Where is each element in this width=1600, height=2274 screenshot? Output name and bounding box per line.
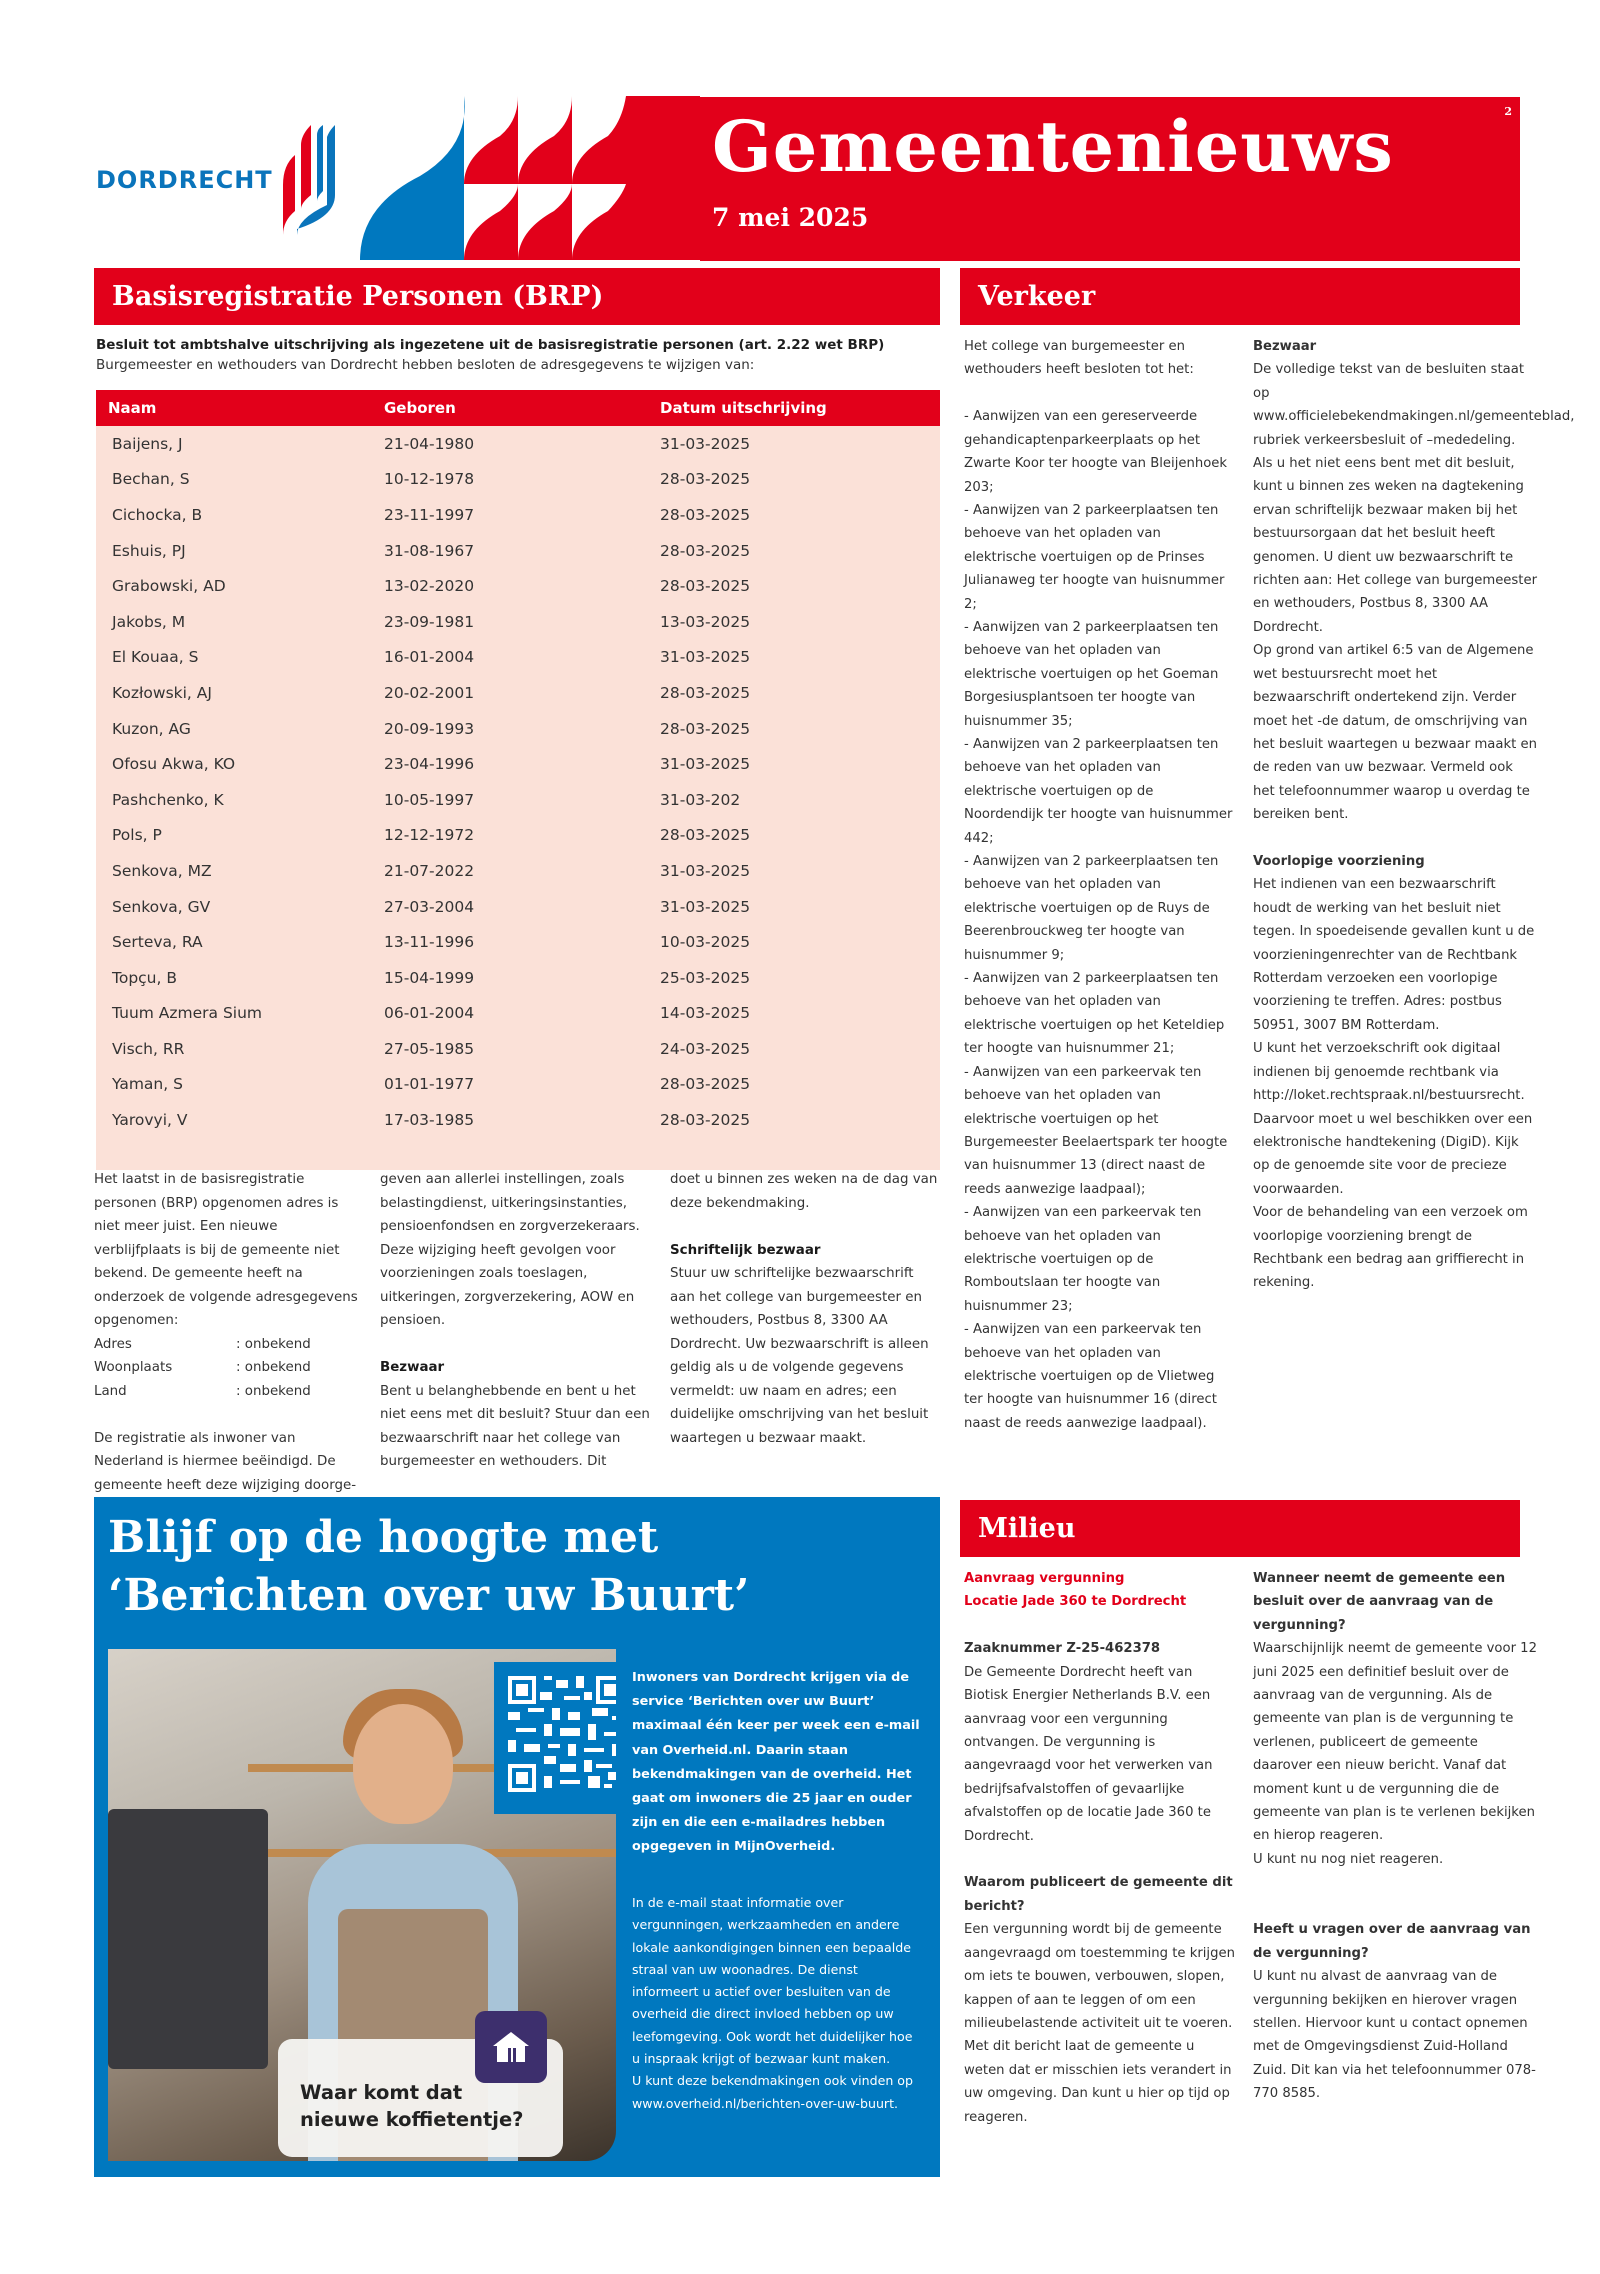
subheading: Bezwaar (380, 1360, 445, 1375)
address-field-row: Land : onbekend (94, 1383, 311, 1399)
list-item: - Aanwijzen van 2 parkeerplaatsen ten behoeve van het opladen van elektrische voertuigen op het Goeman Borgesiusplantsoen ter hoogte van huisnummer 35; (964, 619, 1219, 729)
column-header-geboren: Geboren (384, 399, 456, 417)
cell-naam: Visch, RR (112, 1039, 185, 1058)
paragraph: Het indienen van een bezwaarschrift houdt de werking van het besluit niet tegen. In spoedeisende gevallen kunt u de voorzieningenrechter van de Rechtbank Rotterdam verzoeken een voorlopige voorziening te treffen. Adres: postbus 50951, 3007 BM Rotterdam. (1253, 877, 1535, 1033)
paragraph: Een vergunning wordt bij de gemeente aangevraagd om toestemming te krijgen om iets te bouwen, verbouwen, slopen, kappen of aan te leggen of om een milieubelastende activiteit uit te voeren. Met dit bericht laat de gemeente u weten dat er misschien iets verandert in uw omgeving. Dan kunt u hier op tijd op reageren. (964, 1922, 1235, 2125)
cell-naam: Pols, P (112, 826, 162, 845)
cell-datum: 28-03-2025 (660, 1111, 751, 1130)
table-row (96, 1067, 940, 1103)
brp-text-col-3 (670, 1168, 942, 1450)
paragraph: doet u binnen zes weken na de dag van deze bekendmaking. (670, 1172, 938, 1211)
table-row (96, 711, 940, 747)
address-field-row: Woonplaats : onbekend (94, 1360, 311, 1375)
brp-text-col-1 (94, 1168, 359, 1497)
cell-datum: 31-03-2025 (660, 897, 751, 916)
subheading: Voorlopige voorziening (1253, 854, 1425, 870)
paragraph: U kunt nu alvast de aanvraag van de vergunning bekijken en hierover vragen stellen. Hiervoor kunt u contact opnemen met de Omgevingsdienst Zuid-Holland Zuid. Dit kan via het telefoonnummer 078-770 8585. (1253, 1969, 1536, 2102)
red-heading: Locatie Jade 360 te Dordrecht (964, 1594, 1187, 1610)
cell-geboren: 20-09-1993 (384, 719, 475, 738)
table-row (96, 1031, 940, 1067)
cell-geboren: 06-01-2004 (384, 1004, 475, 1023)
cell-geboren: 21-04-1980 (384, 434, 475, 453)
red-heading: Aanvraag vergunning (964, 1571, 1125, 1586)
masthead (700, 97, 1520, 261)
brp-intro-text: Burgemeester en wethouders van Dordrecht hebben besloten de adresgegevens te wijzigen van: (96, 357, 755, 373)
column-header-datum: Datum uitschrijving (660, 399, 827, 417)
cell-datum: 13-03-2025 (660, 612, 751, 631)
section-title: Verkeer (978, 281, 1096, 312)
paragraph: Op grond van artikel 6:5 van de Algemene wet bestuursrecht moet het bezwaarschrift ondertekend zijn. Verder moet het -de datum, de omschrijving van het besluit waartegen u bezwaar maakt en de reden van uw bezwaar. Vermeld ook het telefoonnummer waarop u overdag te bereiken bent. (1253, 643, 1537, 823)
verkeer-text-col-1 (964, 335, 1234, 1435)
cell-datum: 31-03-2025 (660, 755, 751, 774)
table-row (96, 853, 940, 889)
list-item: - Aanwijzen van 2 parkeerplaatsen ten behoeve van het opladen van elektrische voertuigen op de Noordendijk ter hoogte van huisnummer 442; (964, 737, 1233, 846)
issue-date: 7 mei 2025 (712, 203, 869, 232)
table-row (96, 462, 940, 498)
table-header (96, 390, 940, 426)
cell-naam: El Kouaa, S (112, 648, 199, 667)
list-item: - Aanwijzen van een parkeervak ten behoeve van het opladen van elektrische voertuigen op het Burgemeester Beelaertspark ter hoogte van huisnummer 13 (direct naast de reeds aanwezige laadpaal); (964, 1064, 1228, 1197)
cell-datum: 31-03-2025 (660, 434, 751, 453)
header-wave-graphic (360, 96, 700, 260)
subheading: Wanneer neemt de gemeente een besluit over de aanvraag van de vergunning? (1253, 1571, 1506, 1633)
table-row (96, 889, 940, 925)
cell-naam: Senkova, GV (112, 897, 211, 916)
table-row (96, 640, 940, 676)
subheading: Bezwaar (1253, 339, 1317, 354)
cell-geboren: 23-11-1997 (384, 505, 475, 524)
house-icon (475, 2011, 547, 2083)
paragraph: Stuur uw schriftelijke bezwaarschrift aan het college van burgemeester en wethouders, Postbus 8, 3300 AA Dordrecht. Uw bezwaarschrift is alleen geldig als u de volgende gegevens vermeldt: uw naam en adres; een duidelijke omschrijving van het besluit waartegen u bezwaar maakt. (670, 1266, 929, 1446)
section-title: Basisregistratie Personen (BRP) (112, 281, 604, 312)
cell-geboren: 23-04-1996 (384, 755, 475, 774)
cell-geboren: 20-02-2001 (384, 683, 475, 702)
table-row (96, 568, 940, 604)
cell-datum: 28-03-2025 (660, 683, 751, 702)
cell-geboren: 13-11-1996 (384, 933, 475, 952)
cell-geboren: 27-03-2004 (384, 897, 475, 916)
table-row (96, 924, 940, 960)
promo-bold-text: Inwoners van Dordrecht krijgen via de service ‘Berichten over uw Buurt’ maximaal één keer per week een e-mail van Overheid.nl. Daarin staan bekendmakingen van de overheid. Het gaat om inwoners die 25 jaar en ouder zijn en die een e-mailadres hebben opgegeven in MijnOverheid. (632, 1670, 920, 1855)
cell-naam: Jakobs, M (112, 612, 186, 631)
subheading: Schriftelijk bezwaar (670, 1242, 821, 1258)
qr-code-icon[interactable] (494, 1662, 616, 1814)
cell-naam: Bechan, S (112, 470, 190, 489)
milieu-text-col-2 (1253, 1567, 1538, 2106)
barista-photo (108, 1649, 616, 2161)
paragraph: geven aan allerlei instellingen, zoals belastingdienst, uitkeringsinstanties, pensioenfondsen en zorgverzekeraars. Deze wijziging heeft gevolgen voor voorzieningen zoals toeslagen, uitkeringen, zorgverzekering, AOW en pensioen. (380, 1172, 640, 1328)
cell-geboren: 15-04-1999 (384, 968, 475, 987)
cell-geboren: 31-08-1967 (384, 541, 475, 560)
coffee-machine (108, 1809, 268, 2069)
paragraph: Het laatst in de basisregistratie personen (BRP) opgenomen adres is niet meer juist. Een nieuwe verblijfplaats is bij de gemeente niet bekend. De gemeente heeft na onderzoek de volgende adresgegevens opgenomen: (94, 1172, 358, 1328)
cell-geboren: 10-12-1978 (384, 470, 475, 489)
cell-geboren: 17-03-1985 (384, 1111, 475, 1130)
cell-datum: 14-03-2025 (660, 1004, 751, 1023)
cell-datum: 10-03-2025 (660, 933, 751, 952)
paragraph: U kunt het verzoekschrift ook digitaal indienen bij genoemde rechtbank via http://loket.rechtspraak.nl/bestuursrecht. Daarvoor moet u wel beschikken over een elektronische handtekening (DigiD). Kijk op de genoemde site voor de precieze voorwaarden. (1253, 1041, 1533, 1197)
cell-datum: 28-03-2025 (660, 1075, 751, 1094)
cell-naam: Ofosu Akwa, KO (112, 755, 236, 774)
subheading: Heeft u vragen over de aanvraag van de vergunning? (1253, 1922, 1531, 1961)
cell-geboren: 01-01-1977 (384, 1075, 475, 1094)
cell-datum: 24-03-2025 (660, 1039, 751, 1058)
logo-text: DORDRECHT (96, 166, 273, 194)
table-row (96, 675, 940, 711)
cell-naam: Kuzon, AG (112, 719, 191, 738)
cell-naam: Cichocka, B (112, 505, 203, 524)
promo-title: Blijf op de hoogte met ‘Berichten over uw Buurt’ (108, 1512, 750, 1621)
milieu-text-col-1 (964, 1567, 1239, 2129)
promo-text: In de e-mail staat informatie over vergunningen, werkzaamheden en andere lokale aankondigingen binnen een bepaalde straal van uw woonadres. De dienst informeert u actief over besluiten van de overheid die direct invloed hebben op uw leefomgeving. Ook wordt het duidelijker hoe u inspraak krijgt of bezwaar kunt maken. U kunt deze bekendmakingen ook vinden op www.overheid.nl/berichten-over-uw-buurt. (632, 1892, 922, 2115)
cell-naam: Senkova, MZ (112, 861, 212, 880)
paragraph: De volledige tekst van de besluiten staat op www.officielebekendmakingen.nl/gemeenteblad, rubriek verkeersbesluit of –mededeling. Als u het niet eens bent met dit besluit, kunt u binnen zes weken na dagtekening ervan schriftelijk bezwaar maken bij het bestuursorgaan dat het besluit heeft genomen. U dient uw bezwaarschrift te richten aan: Het college van burgemeester en wethouders, Postbus 8, 3300 AA Dordrecht. (1253, 362, 1575, 635)
table-row (96, 960, 940, 996)
address-field-row: Adres : onbekend (94, 1336, 311, 1352)
cell-naam: Serteva, RA (112, 933, 203, 952)
cell-datum: 28-03-2025 (660, 826, 751, 845)
cell-naam: Eshuis, PJ (112, 541, 186, 560)
brp-table (96, 390, 940, 1170)
page-number: 2 (1504, 105, 1512, 118)
table-row (96, 782, 940, 818)
cell-naam: Pashchenko, K (112, 790, 224, 809)
subheading: Zaaknummer Z-25-462378 (964, 1641, 1161, 1657)
verkeer-text-col-2 (1253, 335, 1575, 1295)
paragraph: Voor de behandeling van een verzoek om voorlopige voorziening brengt de Rechtbank een bedrag aan griffierecht in rekening. (1253, 1205, 1528, 1291)
table-row (96, 533, 940, 569)
brp-text-col-2 (380, 1168, 655, 1474)
cell-naam: Baijens, J (112, 434, 183, 453)
cell-datum: 31-03-2025 (660, 648, 751, 667)
paragraph: U kunt nu nog niet reageren. (1253, 1851, 1444, 1867)
cell-datum: 31-03-2025 (660, 861, 751, 880)
speech-bubble: Waar komt dat nieuwe koffietentje? (278, 2039, 563, 2157)
cell-datum: 31-03-202 (660, 790, 741, 809)
cell-datum: 28-03-2025 (660, 505, 751, 524)
cell-naam: Tuum Azmera Sium (112, 1004, 263, 1023)
promo-berichten-over-uw-buurt (94, 1497, 940, 2177)
cell-naam: Grabowski, AD (112, 577, 226, 596)
cell-geboren: 12-12-1972 (384, 826, 475, 845)
cell-naam: Yarovyi, V (112, 1111, 188, 1130)
cell-geboren: 13-02-2020 (384, 577, 475, 596)
table-row (96, 1102, 940, 1138)
cell-datum: 25-03-2025 (660, 968, 751, 987)
table-row (96, 996, 940, 1032)
column-header-naam: Naam (108, 399, 157, 417)
subheading: Waarom publiceert de gemeente dit bericht? (964, 1875, 1233, 1914)
table-row (96, 818, 940, 854)
table-row (96, 604, 940, 640)
list-item: - Aanwijzen van 2 parkeerplaatsen ten behoeve van het opladen van elektrische voertuigen op de Prinses Julianaweg ter hoogte van huisnummer 2; (964, 502, 1225, 612)
cell-geboren: 21-07-2022 (384, 861, 475, 880)
table-row (96, 497, 940, 533)
paragraph: Waarschijnlijk neemt de gemeente voor 12 juni 2025 een definitief besluit over de aanvraag van de vergunning. Als de gemeente van plan is de vergunning te verlenen, publiceert de gemeente daarover een nieuw bericht. Vanaf dat moment kunt u de vergunning die de gemeente van plan is te verlenen bekijken en hierop reageren. (1253, 1641, 1537, 1844)
cell-geboren: 27-05-1985 (384, 1039, 475, 1058)
paragraph: De Gemeente Dordrecht heeft van Biotisk Energier Netherlands B.V. een aanvraag voor een vergunning ontvangen. De vergunning is aangevraagd voor het verwerken van bedrijfsafvalstoffen of gevaarlijke afvalstoffen op de locatie Jade 360 te Dordrecht. (964, 1664, 1213, 1844)
paragraph: De registratie als inwoner van Nederland is hiermee beëindigd. De gemeente heeft deze wijziging doorge- (94, 1430, 357, 1493)
dordrecht-emblem-icon (281, 125, 337, 235)
list-item: - Aanwijzen van een parkeervak ten behoeve van het opladen van elektrische voertuigen op de Romboutslaan ter hoogte van huisnummer 23; (964, 1205, 1202, 1314)
cell-datum: 28-03-2025 (660, 470, 751, 489)
section-title: Milieu (978, 1513, 1076, 1544)
cell-naam: Yaman, S (112, 1075, 183, 1094)
dordrecht-logo (96, 125, 337, 235)
list-item: - Aanwijzen van een gereserveerde gehandicaptenparkeerplaats op het Zwarte Koor ter hoogte van Bleijenhoek 203; (964, 409, 1228, 495)
list-item: - Aanwijzen van 2 parkeerplaatsen ten behoeve van het opladen van elektrische voertuigen op het Keteldiep ter hoogte van huisnummer 21; (964, 971, 1225, 1057)
cell-naam: Topçu, B (112, 968, 177, 987)
list-item: - Aanwijzen van 2 parkeerplaatsen ten behoeve van het opladen van elektrische voertuigen op de Ruys de Beerenbrouckweg ter hoogte van huisnummer 9; (964, 854, 1219, 963)
cell-geboren: 23-09-1981 (384, 612, 475, 631)
section-bar-verkeer (960, 268, 1520, 325)
list-item: - Aanwijzen van een parkeervak ten behoeve van het opladen van elektrische voertuigen op de Vlietweg ter hoogte van huisnummer 16 (direct naast de reeds aanwezige laadpaal). (964, 1322, 1217, 1431)
table-row (96, 746, 940, 782)
paragraph: Bent u belanghebbende en bent u het niet eens met dit besluit? Stuur dan een bezwaarschrift naar het college van burgemeester en wethouders. Dit (380, 1383, 650, 1469)
section-bar-milieu (960, 1500, 1520, 1557)
cell-datum: 28-03-2025 (660, 541, 751, 560)
section-bar-brp (94, 268, 940, 325)
cell-naam: Kozłowski, AJ (112, 683, 212, 702)
cell-geboren: 16-01-2004 (384, 648, 475, 667)
paragraph: Het college van burgemeester en wethouders heeft besloten tot het: (964, 339, 1194, 378)
cell-datum: 28-03-2025 (660, 577, 751, 596)
page-title: Gemeentenieuws (712, 105, 1394, 188)
brp-intro-title: Besluit tot ambtshalve uitschrijving als ingezetene uit de basisregistratie personen (art. 2.22 wet BRP) (96, 337, 885, 353)
table-row (96, 426, 940, 462)
cell-geboren: 10-05-1997 (384, 790, 475, 809)
overheid-link[interactable]: U kunt deze bekendmakingen ook vinden op www.overheid.nl/berichten-over-uw-buurt. (632, 2073, 913, 2111)
cell-datum: 28-03-2025 (660, 719, 751, 738)
